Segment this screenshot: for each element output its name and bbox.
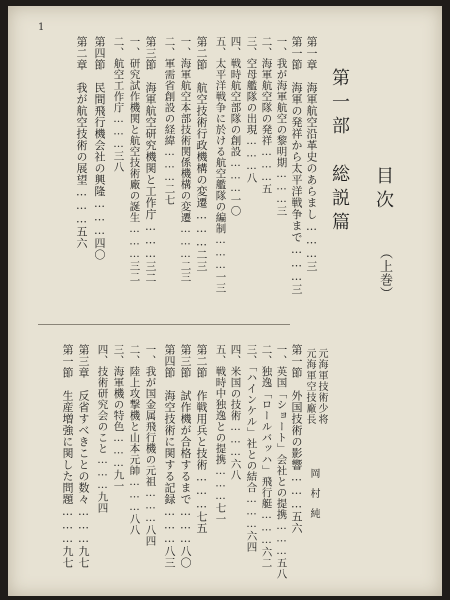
toc-entry: 第三節 試作機が合格するまで………八〇 xyxy=(179,344,192,569)
toc-entry: 第一節 外国技術の影響………五六 xyxy=(290,344,303,534)
author-affiliation: 元海軍技術少将 xyxy=(316,348,327,425)
toc-entry: 第三節 海軍航空研究機関と工作庁………三二 xyxy=(144,36,157,284)
toc-entry: 三、「ハインケル」社との結合………六四 xyxy=(245,344,258,553)
toc-entry: 二、海軍航空隊の発祥………五 xyxy=(260,36,273,195)
page-number: 1 xyxy=(38,22,45,33)
toc-entry: 三、空母艦隊の出現………八 xyxy=(245,36,258,184)
toc-entry: 四、技術研究会のこと………九四 xyxy=(96,344,109,514)
toc-title: 目次 xyxy=(373,166,394,214)
toc-entry: 第一節 海軍の発祥から太平洋戦争まで………三 xyxy=(290,36,303,295)
toc-entry: 五、太平洋戦争に於ける航空艦隊の編制………一三 xyxy=(214,36,227,294)
toc-entry: 二、陸上攻撃機と山本元帥………八八 xyxy=(128,344,141,536)
toc-entry: 四、戦時航空部隊の創設………一〇 xyxy=(229,36,242,217)
toc-entry: 第二節 作戦用兵と技術………七五 xyxy=(195,344,208,534)
toc-entry: 二、軍需省創設の経緯………二七 xyxy=(163,36,176,206)
book-page xyxy=(8,6,442,596)
part-title: 第一部 総説篇 xyxy=(329,68,350,236)
section-divider xyxy=(38,324,290,325)
toc-entry: 五、戦時中独逸との提携………七一 xyxy=(214,344,227,525)
toc-entry: 一、我が国金属飛行機の元祖………八四 xyxy=(144,344,157,547)
author-name: 岡村純 xyxy=(308,468,319,528)
toc-entry: 四、米国の技術………六八 xyxy=(229,344,242,481)
toc-entry: 三、海軍機の特色………九一 xyxy=(112,344,125,492)
toc-entry: 一、英国「ショート」会社との提携………五八 xyxy=(275,344,288,580)
toc-entry: 第四節 海空技術に関する記録………八三 xyxy=(163,344,176,569)
toc-entry: 第二章 我が航空技術の展望………五六 xyxy=(75,36,88,249)
volume-label: （上巻） xyxy=(377,246,392,300)
toc-entry: 二、航空工作庁………三八 xyxy=(112,36,125,173)
toc-entry: 第三章 反省すべきことの数々………九七 xyxy=(77,344,90,569)
toc-entry: 一、我が海軍航空の黎明期………三 xyxy=(275,36,288,217)
toc-entry: 第四節 民間飛行機会社の興隆………四〇 xyxy=(93,36,106,261)
toc-entry: 一、海軍航空本部技術関係機構の変遷………二三 xyxy=(179,36,192,283)
toc-entry: 第一節 生産増強に関した問題………九七 xyxy=(61,344,74,569)
toc-entry: 一、研究試作機関と航空技術廠の誕生………三二 xyxy=(128,36,141,283)
toc-entry: 第一章 海軍航空沿革史のあらまし………三 xyxy=(305,36,318,272)
toc-entry: 第二節 航空技術行政機構の変遷………二三 xyxy=(195,36,208,272)
toc-entry: 二、独逸「ロールバッハ」飛行艇………六二 xyxy=(260,344,273,569)
author-title: 元海軍空技廠長 xyxy=(304,348,315,425)
